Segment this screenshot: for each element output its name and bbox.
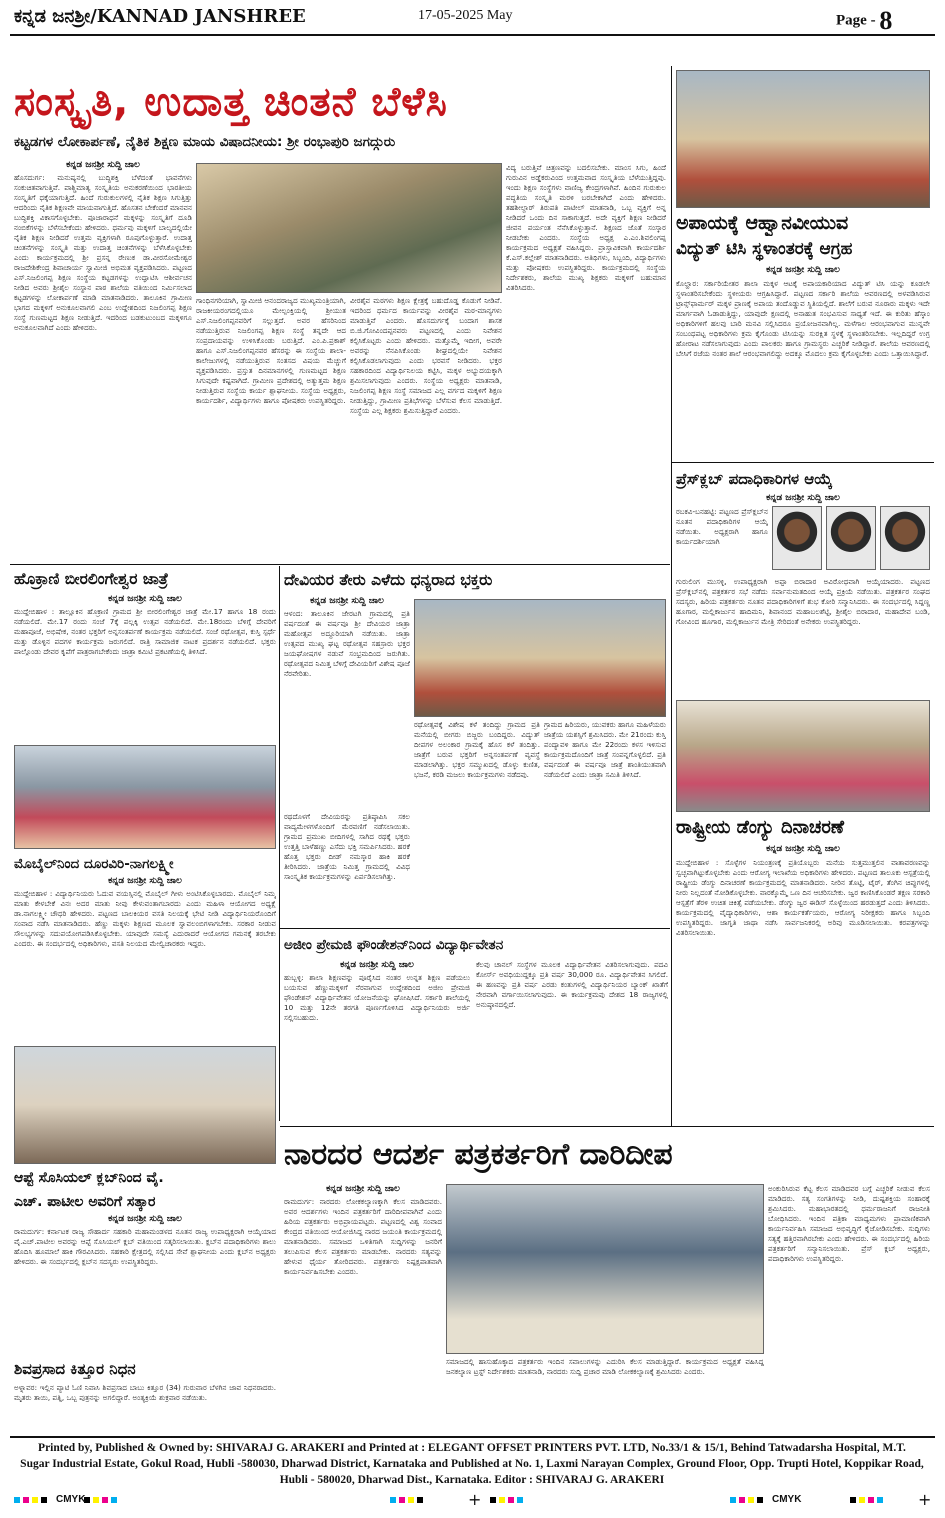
apte-photo (14, 1046, 276, 1164)
obituary-headline: ಶಿವಪ್ರಸಾದ ಕಿತ್ತೂರ ನಿಧನ (14, 1360, 136, 1378)
page-number-value: 8 (879, 6, 893, 32)
page-label: Page - (836, 12, 876, 29)
pressclub-body: ಗುರುಲಿಂಗ ಮುಸಳ್ಳಿ, ಉಪಾಧ್ಯಕ್ಷರಾಗಿ ಅಪ್ಪಾ ಬಿರಾದಾರ ಅವಿರೋಧವಾಗಿ ಆಯ್ಕೆಯಾದರು. ಪಟ್ಟಣದ ಪ್ರೆಸ್‌ಕ್ಲಬ್‌ನಲ್ಲಿ ಪತ್ರಕರ್ತರ ಸಭೆ ನಡೆದು ಸರ್ವಾನುಮತದಿಂದ ಆಯ್ಕೆ ಪ್ರಕ್ರಿಯೆ ನಡೆಯಿತು. ಪತ್ರಕರ್ತರ ಸಂಘದ ಸದಸ್ಯರು, ಹಿರಿಯ ಪತ್ರಕರ್ತರು ನೂತನ ಪದಾಧಿಕಾರಿಗಳಿಗೆ ಶುಭ ಕೋರಿ ಸನ್ಮಾನಿಸಿದರು. ಈ ಸಂದರ್ಭದಲ್ಲಿ ಸಿದ್ದಣ್ಣ ಹೂಗಾರ, ಮಲ್ಲಿಕಾರ್ಜುನ ಹಾದಿಮನಿ, ಶಿವಾನಂದ ಮಹಾಬಲಶೆಟ್ಟಿ, ಶ್ರೀಶೈಲ ಬಿರಾದಾರ, ಮಹಾದೇವ ಬಂಡಿ, ಗೋವಿಂದ ಹೂಗಾರ, ಮಲ್ಲಿಕಾರ್ಜುನ ಮೇತ್ರಿ ಸೇರಿದಂತೆ ಅನೇಕರು ಉಪಸ್ಥಿತರಿದ್ದರು. (676, 577, 930, 626)
devi-chariot-photo (414, 599, 666, 717)
column-rule-left (279, 566, 280, 1121)
devi-byline: ಕನ್ನಡ ಜನಶ್ರೀ ಸುದ್ದಿ ಜಾಲ (310, 596, 384, 606)
hokrane-photo (14, 745, 276, 849)
hokrane-headline: ಹೊಕ್ರಾಣಿ ಬೀರಲಿಂಗೇಶ್ವರ ಜಾತ್ರೆ (14, 570, 169, 588)
devi-column-b: ರಥದೊಳಗೆ ದೇವಿಯರನ್ನು ಪ್ರತಿಷ್ಠಾಪಿಸಿ ಸಕಲ ವಾದ್ಯಮೇಳಗಳೊಂದಿಗೆ ಮೆರವಣಿಗೆ ನಡೆಸಲಾಯಿತು. ಗ್ರಾಮದ ಪ್ರಮುಖ ಬೀದಿಗಳಲ್ಲಿ ಸಾಗಿದ ರಥಕ್ಕೆ ಭಕ್ತರು ಉತ್ತತ್ತಿ ಬಾಳೆಹಣ್ಣು ಎಸೆದು ಭಕ್ತಿ ಸಮರ್ಪಿಸಿದರು. ಹರಕೆ ಹೊತ್ತ ಭಕ್ತರು ದೀಡ್ ನಮಸ್ಕಾರ ಹಾಕಿ ಹರಕೆ ತೀರಿಸಿದರು. ಜಾತ್ರೆಯ ನಿಮಿತ್ತ ಗ್ರಾಮದಲ್ಲಿ ವಿವಿಧ ಸಾಂಸ್ಕೃತಿಕ ಕಾರ್ಯಕ್ರಮಗಳನ್ನು ಏರ್ಪಡಿಸಲಾಗಿತ್ತು. (284, 812, 410, 881)
narada-column-a: ರಾಮದುರ್ಗ: ನಾರದರು ಲೋಕಕಲ್ಯಾಣಕ್ಕಾಗಿ ಕೆಲಸ ಮಾಡಿದವರು. ಅವರ ಆದರ್ಶಗಳು ಇಂದಿನ ಪತ್ರಕರ್ತರಿಗೆ ದಾರಿದೀಪವಾಗಿವೆ ಎಂದು ಹಿರಿಯ ಪತ್ರಕರ್ತರು ಅಭಿಪ್ರಾಯಪಟ್ಟರು. ಪಟ್ಟಣದಲ್ಲಿ ವಿಶ್ವ ಸಂವಾದ ಕೇಂದ್ರದ ವತಿಯಿಂದ ಆಯೋಜಿಸಿದ್ದ ನಾರದ ಜಯಂತಿ ಕಾರ್ಯಕ್ರಮದಲ್ಲಿ ಮಾತನಾಡಿದರು. ಸಮಾಜದ ಒಳಿತಿಗಾಗಿ ಸುದ್ದಿಗಳನ್ನು ಜನರಿಗೆ ತಲುಪಿಸುವ ಕೆಲಸ ಪತ್ರಕರ್ತರು ಮಾಡಬೇಕು. ನಾರದರು ಸತ್ಯವನ್ನು ಹೇಳುವ ಧೈರ್ಯ ತೋರಿದವರು. ಪತ್ರಕರ್ತರು ನಿಷ್ಪಕ್ಷಪಾತವಾಗಿ ಕಾರ್ಯನಿರ್ವಹಿಸಬೇಕು ಎಂದರು. (284, 1197, 442, 1276)
electric-body: ಕೊಲ್ಹಾರ: ಸರ್ಕಾರಿಯೇತರ ಶಾಲಾ ಮಕ್ಕಳ ಆಟಕ್ಕೆ ಅಪಾಯಕಾರಿಯಾದ ವಿದ್ಯುತ್ ಟಿಸಿ ಯನ್ನು ಕೂಡಲೇ ಸ್ಥಳಾಂತರಿಸಬೇಕೆಂದು ಸ್ಥಳೀಯರು ಆಗ್ರಹಿಸಿದ್ದಾರೆ. ಪಟ್ಟಣದ ಸರ್ಕಾರಿ ಶಾಲೆಯ ಆವರಣದಲ್ಲಿ ಅಳವಡಿಸಿರುವ ಟ್ರಾನ್ಸ್‌ಫಾರ್ಮರ್ ಮಕ್ಕಳ ಪ್ರಾಣಕ್ಕೆ ಅಪಾಯ ತಂದೊಡ್ಡುವ ಸ್ಥಿತಿಯಲ್ಲಿದೆ. ಶಾಲೆಗೆ ಬರುವ ನೂರಾರು ಮಕ್ಕಳು ಇದೇ ಮಾರ್ಗವಾಗಿ ಓಡಾಡುತ್ತಿದ್ದು, ಯಾವುದೇ ಕ್ಷಣದಲ್ಲಿ ಅನಾಹುತ ಸಂಭವಿಸುವ ಸಾಧ್ಯತೆ ಇದೆ. ಈ ಕುರಿತು ಹೆಸ್ಕಾಂ ಅಧಿಕಾರಿಗಳಿಗೆ ಹಲವು ಬಾರಿ ಮನವಿ ಸಲ್ಲಿಸಿದರೂ ಪ್ರಯೋಜನವಾಗಿಲ್ಲ. ಮಳೆಗಾಲ ಆರಂಭವಾಗುವ ಮುನ್ನವೇ ಸಂಬಂಧಪಟ್ಟ ಅಧಿಕಾರಿಗಳು ಕ್ರಮ ಕೈಗೊಂಡು ಟಿಸಿಯನ್ನು ಸುರಕ್ಷಿತ ಸ್ಥಳಕ್ಕೆ ಸ್ಥಳಾಂತರಿಸಬೇಕು. ಇಲ್ಲದಿದ್ದರೆ ಉಗ್ರ ಹೋರಾಟ ನಡೆಸಲಾಗುವುದು ಎಂದು ಪಾಲಕರು ಹಾಗೂ ಗ್ರಾಮಸ್ಥರು ಎಚ್ಚರಿಕೆ ನೀಡಿದ್ದಾರೆ. ಶಾಲೆಯ ಆವರಣದಲ್ಲಿ ಬೇಸಿಗೆ ರಜೆಯ ನಂತರ ಶಾಲೆ ಆರಂಭವಾಗಲಿದ್ದು ಅದಕ್ಕೂ ಮೊದಲು ಕ್ರಮ ಕೈಗೊಳ್ಳಬೇಕು ಎಂದು ಒತ್ತಾಯಿಸಿದ್ದಾರೆ. (676, 279, 930, 358)
devi-column-a: ಆಳಂದ: ತಾಲೂಕಿನ ಜೇರಟಗಿ ಗ್ರಾಮದಲ್ಲಿ ಪ್ರತಿ ವರ್ಷದಂತೆ ಈ ವರ್ಷವೂ ಶ್ರೀ ದೇವಿಯರ ಜಾತ್ರಾ ಮಹೋತ್ಸವ ಅದ್ದೂರಿಯಾಗಿ ನಡೆಯಿತು. ಜಾತ್ರಾ ಉತ್ಸವದ ಮುಖ್ಯ ಘಟ್ಟ ರಥೋತ್ಸವ ಸಹಸ್ರಾರು ಭಕ್ತರ ಜಯಘೋಷಗಳ ನಡುವೆ ಸಂಭ್ರಮದಿಂದ ಜರುಗಿತು. ರಥೋತ್ಸವದ ನಿಮಿತ್ತ ಬೆಳಿಗ್ಗೆ ದೇವಿಯರಿಗೆ ವಿಶೇಷ ಪೂಜೆ ನೆರವೇರಿತು. (284, 609, 410, 678)
paper-name: ಕನ್ನಡ ಜನಶ್ರೀ/KANNAD JANSHREE (14, 6, 306, 27)
narada-column-c: ಸಮಾಜದಲ್ಲಿ ಹಾಸುಹೊಕ್ಕಾದ ಪತ್ರಕರ್ತರು ಇಂದಿನ ಸವಾಲುಗಳನ್ನು ಎದುರಿಸಿ ಕೆಲಸ ಮಾಡುತ್ತಿದ್ದಾರೆ. ಕಾರ್ಯಕ್ರಮದ ಅಧ್ಯಕ್ಷತೆ ವಹಿಸಿದ್ದ ಜನಕಲ್ಯಾಣ ಟ್ರಸ್ಟ್ ನಿರ್ದೇಶಕರು ಮಾತನಾಡಿ, ನಾರದರು ಸುದ್ದಿ ಪ್ರಚಾರ ಮಾಡಿ ಲೋಕಕಲ್ಯಾಣಕ್ಕೆ ಶ್ರಮಿಸಿದರು ಎಂದರು. (446, 1357, 764, 1376)
dengue-byline: ಕನ್ನಡ ಜನಶ್ರೀ ಸುದ್ದಿ ಜಾಲ (766, 844, 840, 854)
apte-body: ರಾಮದುರ್ಗ: ಕರ್ನಾಟಕ ರಾಜ್ಯ ಸೌಹಾರ್ದ ಸಹಕಾರಿ ಮಹಾಮಂಡಳದ ನೂತನ ರಾಜ್ಯ ಉಪಾಧ್ಯಕ್ಷರಾಗಿ ಆಯ್ಕೆಯಾದ ವೈ.ಎಚ್.ಪಾಟೀಲ ಅವರನ್ನು ಆಪ್ಟೆ ಸೊಸಿಯಲ್ ಕ್ಲಬ್ ವತಿಯಿಂದ ಸತ್ಕರಿಸಲಾಯಿತು. ಕ್ಲಬ್‌ನ ಪದಾಧಿಕಾರಿಗಳು ಶಾಲು ಹೊದಿಸಿ ಹೂಮಾಲೆ ಹಾಕಿ ಗೌರವಿಸಿದರು. ಸಹಕಾರಿ ಕ್ಷೇತ್ರದಲ್ಲಿ ಸಲ್ಲಿಸಿದ ಸೇವೆ ಶ್ಲಾಘನೀಯ ಎಂದು ಕ್ಲಬ್‌ನ ಅಧ್ಯಕ್ಷರು ಹೇಳಿದರು. ಈ ಸಂದರ್ಭದಲ್ಲಿ ಕ್ಲಬ್‌ನ ಸದಸ್ಯರು ಉಪಸ್ಥಿತರಿದ್ದರು. (14, 1227, 276, 1266)
apte-headline-2: ಎಚ್. ಪಾಟೀಲ ಅವರಿಗೆ ಸತ್ಕಾರ (14, 1194, 156, 1210)
azim-column-a: ಹುಬ್ಬಳ್ಳಿ: ಶಾಲಾ ಶಿಕ್ಷಣವನ್ನು ಪೂರೈಸಿದ ನಂತರ ಉನ್ನತ ಶಿಕ್ಷಣ ಪಡೆಯಲು ಬಯಸುವ ಹೆಣ್ಣುಮಕ್ಕಳಿಗೆ ನೆರವಾಗುವ ಉದ್ದೇಶದಿಂದ ಅಜೀಂ ಪ್ರೇಮಜಿ ಫೌಂಡೇಶನ್ ವಿದ್ಯಾರ್ಥಿವೇತನ ಯೋಜನೆಯನ್ನು ಘೋಷಿಸಿದೆ. ಸರ್ಕಾರಿ ಶಾಲೆಯಲ್ಲಿ 10 ಮತ್ತು 12ನೇ ತರಗತಿ ಪೂರ್ಣಗೊಳಿಸಿದ ವಿದ್ಯಾರ್ಥಿನಿಯರು ಅರ್ಜಿ ಸಲ್ಲಿಸಬಹುದು. (284, 973, 470, 1022)
azim-headline: ಅಜೀಂ ಪ್ರೇಮಜಿ ಫೌಂಡೇಶನ್‌ನಿಂದ ವಿದ್ಯಾರ್ಥಿವೇತನ (284, 937, 504, 953)
narada-headline: ನಾರದರ ಆದರ್ಶ ಪತ್ರಕರ್ತರಿಗೆ ದಾರಿದೀಪ (284, 1137, 673, 1172)
dengue-photo (676, 700, 930, 812)
lead-column-2: ಗಾಂಧಿನಗರಿಯಾಗಿ, ಸ್ವಾಮೀಜಿ ಆನಂದರಾಜ್ಯದ ಮುಖ್ಯಮಂತ್ರಿಯಾಗಿ, ರಾಜಕೀಯರಂಗದಲ್ಲಿಯೂ ಮೇಲ್ಪಂಕ್ತಿಯಲ್ಲಿ ಶ್ರೀಯುತ ಎಸ್.ನಿಜಲಿಂಗಪ್ಪನವರಿಗೆ ಸಲ್ಲುತ್ತದೆ. ಅವರ ಹೆಸರಿನಿಂದ ನಡೆಯುತ್ತಿರುವ ನಿಜಲಿಂಗಪ್ಪ ಶಿಕ್ಷಣ ಸಂಸ್ಥೆ ತನ್ನದೇ ಆದ ಸಂಪ್ರದಾಯವನ್ನು ಉಳಿಸಿಕೊಂಡು ಬರುತ್ತಿದೆ. ಎಂ.ಪಿ.ಪ್ರಕಾಶ್ ಹಾಗೂ ಎಸ್.ನಿಜಲಿಂಗಪ್ಪನವರ ಹೆಸರನ್ನು ಈ ಸಂಸ್ಥೆಯ ಶಾಲಾ-ಕಾಲೇಜುಗಳಲ್ಲಿ ನಡೆಯುತ್ತಿರುವ ಸಂತಸದ ವಿಷಯ ಮೆಚ್ಚುಗೆ ವ್ಯಕ್ತಪಡಿಸಿದರು. ಪ್ರಸ್ತುತ ದಿನಮಾನಗಳಲ್ಲಿ ಗುಣಮಟ್ಟದ ಶಿಕ್ಷಣ ಸಿಗುವುದೇ ಕಷ್ಟವಾಗಿದೆ. ಗ್ರಾಮೀಣ ಪ್ರದೇಶದಲ್ಲಿ ಅತ್ಯುತ್ತಮ ಶಿಕ್ಷಣ ನೀಡುತ್ತಿರುವ ಸಂಸ್ಥೆಯ ಕಾರ್ಯ ಶ್ಲಾಘನೀಯ. ಸಂಸ್ಥೆಯ ಅಧ್ಯಕ್ಷರು, ಕಾರ್ಯದರ್ಶಿ, ವಿದ್ಯಾರ್ಥಿಗಳು ಹಾಗೂ ಪೋಷಕರು ಉಪಸ್ಥಿತರಿದ್ದರು. (196, 296, 346, 405)
imprint-line-1: Printed by, Published & Owned by: SHIVARAJ G. ARAKERI and Printed at : ELEGANT OFFSET PRINTERS PVT. LTD, No.33/1 & 15/1, Behind Tatwadarsha Hospital, M.T. (38, 1442, 906, 1454)
pressclub-byline: ಕನ್ನಡ ಜನಶ್ರೀ ಸುದ್ದಿ ಜಾಲ (766, 493, 840, 503)
narada-byline: ಕನ್ನಡ ಜನಶ್ರೀ ಸುದ್ದಿ ಜಾಲ (326, 1184, 400, 1194)
azim-column-b: ಕೆಲವು ಚಾನಲ್ ಸಂಸ್ಥೆಗಳ ಮೂಲಕ ವಿದ್ಯಾರ್ಥಿವೇತನ ವಿತರಿಸಲಾಗುವುದು. ಪದವಿ ಕೋರ್ಸ್ ಅವಧಿಯುದ್ದಕ್ಕೂ ಪ್ರತಿ ವರ್ಷ 30,000 ರೂ. ವಿದ್ಯಾರ್ಥಿವೇತನ ಸಿಗಲಿದೆ. ಈ ಹಣವನ್ನು ಪ್ರತಿ ವರ್ಷ ಎರಡು ಕಂತುಗಳಲ್ಲಿ ವಿದ್ಯಾರ್ಥಿನಿಯರ ಬ್ಯಾಂಕ್ ಖಾತೆಗೆ ನೇರವಾಗಿ ವರ್ಗಾಯಿಸಲಾಗುವುದು. ಈ ಕಾರ್ಯಕ್ರಮವು ದೇಶದ 18 ರಾಜ್ಯಗಳಲ್ಲಿ ಅನುಷ್ಠಾನದಲ್ಲಿದೆ. (476, 960, 668, 1009)
lead-column-4: ವಿದ್ಯ ಬರುತ್ತಿವೆ ಚಿತ್ರಣವನ್ನು ಬದಲಿಸಬೇಕು. ಮಾಂಸ ಸಿಗು, ಹಿಂದೆ ಗುರುವಿನ ಅಡ್ಡೆಕರುವಿಂದ ಉತ್ತಮವಾದ ಸಂಸ್ಕೃತಿಯ ಬೆಳೆಯುತ್ತಿದ್ದವು. ಇಂದು ಶಿಕ್ಷಣ ಸಂಸ್ಥೆಗಳು ವಾಣಿಜ್ಯ ಕೇಂದ್ರಗಳಾಗಿವೆ. ಹಿಂದಿನ ಗುರುಕುಲ ಪದ್ಧತಿಯ ಸಂಸ್ಕೃತಿ ಮರಳಿ ಬರಬೇಕಾಗಿದೆ ಎಂದು ಹೇಳಿದರು. ತಹಶೀಲ್ದಾರ್ ತಿರುಪತಿ ಪಾಟೀಲ್ ಮಾತನಾಡಿ, ಒಬ್ಬ ವ್ಯಕ್ತಿಗೆ ಅನ್ನ ನೀಡಿದರೆ ಒಂದು ದಿನ ಸಾಕಾಗುತ್ತದೆ. ಅದೇ ವ್ಯಕ್ತಿಗೆ ಶಿಕ್ಷಣ ನೀಡಿದರೆ ಜೀವನ ಪರ್ಯಂತ ನೆನೆಸಿಕೊಳ್ಳುತ್ತಾನೆ. ಶಿಕ್ಷಣದ ಜೊತೆ ಸಂಸ್ಕಾರ ನೀಡಬೇಕು ಎಂದರು. ಸಂಸ್ಥೆಯ ಅಧ್ಯಕ್ಷ ಎ.ಎಂ.ಶಿವಲಿಂಗಪ್ಪ ಕಾರ್ಯಕ್ರಮದ ಅಧ್ಯಕ್ಷತೆ ವಹಿಸಿದ್ದರು. ಪ್ರಾಸ್ತಾವಿಕವಾಗಿ ಕಾರ್ಯದರ್ಶಿ ಕೆ.ಎಸ್.ಕಲ್ಲೇಶ್ ಮಾತನಾಡಿದರು. ಅತಿಥಿಗಳು, ಸಿಬ್ಬಂದಿ, ವಿದ್ಯಾರ್ಥಿಗಳು ಮತ್ತು ಪೋಷಕರು ಉಪಸ್ಥಿತರಿದ್ದರು. ಕಾರ್ಯಕ್ರಮದಲ್ಲಿ ಸಂಸ್ಥೆಯ ನಿರ್ದೇಶಕರು, ಶಾಲೆಯ ಮುಖ್ಯ ಶಿಕ್ಷಕರು ಮಕ್ಕಳಿಗೆ ಬಹುಮಾನ ವಿತರಿಸಿದರು. (506, 163, 666, 292)
hokrane-byline: ಕನ್ನಡ ಜನಶ್ರೀ ಸುದ್ದಿ ಜಾಲ (108, 594, 182, 604)
pressclub-portrait-2 (826, 506, 876, 570)
hokrane-body: ಮುದ್ದೇಬಿಹಾಳ : ತಾಲ್ಲೂಕಿನ ಹೊಕ್ರಾಣಿ ಗ್ರಾಮದ ಶ್ರೀ ಬೀರಲಿಂಗೇಶ್ವರ ಜಾತ್ರೆ ಮೇ.17 ಹಾಗೂ 18 ರಂದು ನಡೆಯಲಿದೆ. ಮೇ.17 ರಂದು ಸಂಜೆ 7ಕ್ಕೆ ಪಲ್ಲಕ್ಕಿ ಉತ್ಸವ ನಡೆಯಲಿದೆ. ಮೇ.18ರಂದು ಬೆಳಿಗ್ಗೆ ದೇವರಿಗೆ ಮಹಾಪೂಜೆ, ಅಭಿಷೇಕ, ನಂತರ ಭಕ್ತರಿಗೆ ಅನ್ನಸಂತರ್ಪಣೆ ಕಾರ್ಯಕ್ರಮ ನಡೆಯಲಿದೆ. ಸಂಜೆ ರಥೋತ್ಸವ, ಕುಸ್ತಿ ಸ್ಪರ್ಧೆ ಮತ್ತು ಡೊಳ್ಳಿನ ಪದಗಳ ಕಾರ್ಯಕ್ರಮ ಜರುಗಲಿದೆ. ರಾತ್ರಿ ಸಾಮಾಜಿಕ ನಾಟಕ ಪ್ರದರ್ಶನ ನಡೆಯಲಿದೆ. ಭಕ್ತರು ಪಾಲ್ಗೊಂಡು ದೇವರ ಕೃಪೆಗೆ ಪಾತ್ರರಾಗಬೇಕೆಂದು ಜಾತ್ರಾ ಕಮಿಟಿ ಪ್ರಕಟಣೆಯಲ್ಲಿ ತಿಳಿಸಿದೆ. (14, 607, 276, 656)
electric-headline-2: ವಿದ್ಯುತ್ ಟಿಸಿ ಸ್ಥಳಾಂತರಕ್ಕೆ ಆಗ್ರಹ (676, 239, 853, 259)
apte-headline-1: ಆಪ್ಟೆ ಸೊಸಿಯಲ್ ಕ್ಲಬ್‌ನಿಂದ ವೈ. (14, 1170, 164, 1186)
pressclub-headline: ಪ್ರೆಸ್‌ಕ್ಲಬ್ ಪದಾಧಿಕಾರಿಗಳ ಆಯ್ಕೆ (676, 470, 833, 488)
lead-bottom-rule (10, 564, 670, 565)
masthead-rule (10, 34, 935, 36)
cmyk-label-left: CMYK (56, 1494, 86, 1505)
lead-photo (196, 163, 502, 293)
lead-subheadline: ಕಟ್ಟಡಗಳ ಲೋಕಾರ್ಪಣೆ, ನೈತಿಕ ಶಿಕ್ಷಣ ಮಾಯ ವಿಷಾದನೀಯ: ಶ್ರೀ ರಂಭಾಪುರಿ ಜಗದ್ಗುರು (14, 134, 396, 150)
electric-bottom-rule (672, 462, 934, 463)
lead-byline: ಕನ್ನಡ ಜನಶ್ರೀ ಸುದ್ದಿ ಜಾಲ (66, 160, 140, 170)
mobile-headline: ಮೊಬೈಲ್‌ನಿಂದ ದೂರವಿರಿ-ನಾಗಲಕ್ಷ್ಮೀ (14, 856, 174, 872)
mobile-byline: ಕನ್ನಡ ಜನಶ್ರೀ ಸುದ್ದಿ ಜಾಲ (108, 876, 182, 886)
apte-byline: ಕನ್ನಡ ಜನಶ್ರೀ ಸುದ್ದಿ ಜಾಲ (108, 1214, 182, 1224)
color-bar-right (730, 1497, 930, 1507)
crop-mark-icon: + (918, 1490, 932, 1509)
pressclub-portrait-1 (772, 506, 822, 570)
imprint (14, 1440, 930, 1492)
imprint-line-2: Sugar Industrial Estate, Gokul Road, Hubli -580030, Dharwad District, Karnataka and Published at No. 1, Laxmi Narayan Complex, Ground Floor, Opp. Trupti Hotel, Koppikar Road, (20, 1458, 924, 1470)
lead-column-1: ಹೊಸದುರ್ಗ: ಮನುಷ್ಯನಲ್ಲಿ ಬುದ್ಧಿಶಕ್ತಿ ಬೆಳೆದಂತೆ ಭಾವನೆಗಳು ಸಂಕುಚಿತವಾಗುತ್ತಿವೆ. ಪಾಶ್ಚಿಮಾತ್ಯ ಸಂಸ್ಕೃತಿಯ ಅನುಕರಣೆಯಿಂದ ಭಾರತೀಯ ಸಂಸ್ಕೃತಿಗೆ ಧಕ್ಕೆಯಾಗುತ್ತಿದೆ. ಹಿಂದೆ ಗುರುಕುಲಗಳಲ್ಲಿ ನೈತಿಕ ಶಿಕ್ಷಣ ಸಿಗುತ್ತಿತ್ತು ಆದರಿಂದು ನೈತಿಕ ಶಿಕ್ಷಣವೇ ಮಾಯವಾಗುತ್ತಿದೆ. ಹೊಸತನ ಬೇಕೆಂದರೆ ಮಾನವನ ಬುದ್ಧಿಶಕ್ತಿ ವಿಕಾಸಗೊಳ್ಳಬೇಕು. ಪೂಜಾರಾಧನೆ ಮಕ್ಕಳನ್ನು ಸಂಸ್ಕೃತಿಗೆ ದೂಡಿ ನಂಬಿಕೆಗಳನ್ನು ಬೆಳೆಸಬೇಕೆಂದು ಹೇಳಿದರು. ಧರ್ಮವು ಮಕ್ಕಳಿಗೆ ಬಾಲ್ಯದಲ್ಲಿಯೇ ನೈತಿಕ ಶಿಕ್ಷಣ ನೀಡಿದರೆ ಉತ್ತಮ ವ್ಯಕ್ತಿಗಳಾಗಿ ರೂಪುಗೊಳ್ಳುತ್ತಾರೆ. ಉದಾತ್ತ ಚಿಂತನೆಗಳನ್ನು ಸಂಸ್ಕೃತಿ ಮತ್ತು ಉದಾತ್ತ ಚಿಂತನೆಗಳನ್ನು ಬೆಳೆಸಿಕೊಳ್ಳಬೇಕು ಎಂದು ಕಾರ್ಯಕ್ರಮದಲ್ಲಿ ಶ್ರೀ ಪ್ರಸನ್ನ ರೇಣುಕ ಡಾ.ವೀರಸೋಮೇಶ್ವರ ರಾಜದೇಶಿಕೇಂದ್ರ ಶಿವಾಚಾರ್ಯ ಸ್ವಾಮೀಜಿ ಅಭಿಮತ ವ್ಯಕ್ತಪಡಿಸಿದರು. ಪಟ್ಟಣದ ಎಸ್.ನಿಜಲಿಂಗಪ್ಪ ಶಿಕ್ಷಣ ಸಂಸ್ಥೆಯ ಕಟ್ಟಡಗಳನ್ನು ಉದ್ಘಾಟಿಸಿ ಆಶೀರ್ವಚನ ನೀಡಿದ ಅವರು ಶ್ರೀಶೈಲ ಸಂಸ್ಥಾನ ಪಾಠ ಶಾಲೆಯ ವತಿಯಿಂದ ನಿರ್ಮಿಸಲಾದ ಕಟ್ಟಡಗಳನ್ನು ಲೋಕಾರ್ಪಣೆ ಮಾಡಿ ಮಾತನಾಡಿದರು. ತಾಲೂಕಿನ ಗ್ರಾಮೀಣ ಭಾಗದ ಮಕ್ಕಳಿಗೆ ಅನುಕೂಲವಾಗಲಿ ಎಂಬ ಉದ್ದೇಶದಿಂದ ನಿಜಲಿಂಗಪ್ಪ ಶಿಕ್ಷಣ ಸಂಸ್ಥೆ ಗುಣಮಟ್ಟದ ಶಿಕ್ಷಣ ನೀಡುತ್ತಿದೆ. ಇದರಿಂದ ಬಡಕುಟುಂಬದ ಮಕ್ಕಳಿಗೂ ಅನುಕೂಲವಾಗಿದೆ ಎಂದು ಹೇಳಿದರು. (14, 173, 192, 332)
imprint-line-3: Hubli - 580020, Dharwad Dist., Karnataka. Editor : SHIVARAJ G. ARAKERI (279, 1474, 665, 1486)
narada-photo (446, 1184, 764, 1354)
column-rule-right (671, 66, 672, 1126)
lead-column-3: ವೀರಶೈವ ಮಠಗಳು ಶಿಕ್ಷಣ ಕ್ಷೇತ್ರಕ್ಕೆ ಬಹುದೊಡ್ಡ ಕೊಡುಗೆ ನೀಡಿವೆ. ಇದರಿಂದ ಧರ್ಮದ ಕಾರ್ಯವನ್ನು ವೀರಶೈವ ಮಠ-ಮಾನ್ಯಗಳು ಮಾಡುತ್ತಿವೆ ಎಂದರು. ಹೊಸದುರ್ಗಕ್ಕೆ ಬಂದಾಗ ಶಾಸಕ ಬಿ.ಜಿ.ಗೋವಿಂದಪ್ಪನವರು ಪಟ್ಟಣದಲ್ಲಿ ಎಂದು ನಿವೇಶನ ಕಲ್ಪಿಸಿಕೊಟ್ಟರು ಎಂದು ಹೇಳಿದರು. ಮತ್ತೊಮ್ಮೆ ಇದೀಗ, ಅವರೇ ಅವರನ್ನು ನೆನಪಿಸಿಕೊಂಡು ಶೀಘ್ರದಲ್ಲಿಯೇ ನಿವೇಶನ ಕಲ್ಪಿಸಿಕೊಡಲಾಗುವುದು ಎಂದು ಭರವಸೆ ನೀಡಿದರು. ಭಕ್ತರ ಸಹಕಾರದಿಂದ ವಿದ್ಯಾರ್ಥಿನಿಲಯ ಕಟ್ಟಿಸಿ, ಮಕ್ಕಳ ಅಭ್ಯುದಯಕ್ಕಾಗಿ ಶ್ರಮಿಸಲಾಗುವುದು ಎಂದರು. ಸಂಸ್ಥೆಯ ಅಧ್ಯಕ್ಷರು ಮಾತನಾಡಿ, ನಿಜಲಿಂಗಪ್ಪ ಶಿಕ್ಷಣ ಸಂಸ್ಥೆ ಸಮಾಜದ ಎಲ್ಲ ವರ್ಗದ ಮಕ್ಕಳಿಗೆ ಶಿಕ್ಷಣ ನೀಡುತ್ತಿದ್ದು, ಗ್ರಾಮೀಣ ಪ್ರತಿಭೆಗಳನ್ನು ಬೆಳೆಸುವ ಕೆಲಸ ಮಾಡುತ್ತಿದೆ. ಸಂಸ್ಥೆಯ ಎಲ್ಲ ಶಿಕ್ಷಕರು ಶ್ರಮಿಸುತ್ತಿದ್ದಾರೆ ಎಂದರು. (350, 296, 502, 415)
pressclub-portrait-3 (880, 506, 930, 570)
pressclub-intro: ರಬಕವಿ-ಬನಹಟ್ಟಿ: ಪಟ್ಟಣದ ಪ್ರೆಸ್‌ಕ್ಲಬ್‌ನ ನೂತನ ಪದಾಧಿಕಾರಿಗಳ ಆಯ್ಕೆ ನಡೆಯಿತು. ಅಧ್ಯಕ್ಷರಾಗಿ ಹಾಗೂ ಕಾರ್ಯದರ್ಶಿಯಾಗಿ (676, 507, 768, 546)
azim-bottom-rule (280, 1126, 934, 1127)
dengue-headline: ರಾಷ್ಟ್ರೀಯ ಡೆಂಗ್ಯು ದಿನಾಚರಣೆ (676, 817, 844, 838)
devi-column-c: ರಥೋತ್ಸವಕ್ಕೆ ವಿಶೇಷ ಕಳೆ ತಂದಿದ್ದು ಗ್ರಾಮದ ಪ್ರತಿ ಮನೆಯಲ್ಲಿ ಬೀಗರು ಬಿಜ್ಜರು ಬಂದಿದ್ದರು. ವಿದ್ಯುತ್ ದೀಪಗಳ ಅಲಂಕಾರ ಗ್ರಾಮಕ್ಕೆ ಹೊಸ ಕಳೆ ತಂದಿತ್ತು. ಜಾತ್ರೆಗೆ ಬರುವ ಭಕ್ತರಿಗೆ ಅನ್ನಸಂತರ್ಪಣೆ ವ್ಯವಸ್ಥೆ ಮಾಡಲಾಗಿತ್ತು. ಭಕ್ತರ ಸಮ್ಮುಖದಲ್ಲಿ ಡೊಳ್ಳು ಕುಣಿತ, ಭಜನೆ, ಕರಡಿ ಮಜಲು ಕಾರ್ಯಕ್ರಮಗಳು ನಡೆದವು. (414, 720, 540, 779)
page-number (836, 6, 936, 32)
color-bar-mid (390, 1497, 530, 1507)
devi-bottom-rule (280, 928, 670, 929)
obituary-body: ಅಳ್ನಾವರ: ಇಲ್ಲಿನ ಪ್ಯಾಟಿ ಓಣಿ ನಿವಾಸಿ ಶಿವಪ್ರಸಾದ ಬಾಬು ಕಿತ್ತೂರ (34) ಗುರುವಾರ ಬೆಳಗಿನ ಜಾವ ನಿಧನರಾದರು. ಮೃತರು ತಾಯಿ, ಪತ್ನಿ, ಒಬ್ಬ ಪುತ್ರನನ್ನು ಅಗಲಿದ್ದಾರೆ. ಅಂತ್ಯಕ್ರಿಯೆ ಶುಕ್ರವಾರ ನಡೆಯಿತು. (14, 1383, 276, 1402)
lead-headline: ಸಂಸ್ಕೃತಿ, ಉದಾತ್ತ ಚಿಂತನೆ ಬೆಳೆಸಿ (14, 79, 448, 125)
mobile-body: ಮುದ್ದೇಬಿಹಾಳ : ವಿದ್ಯಾರ್ಥಿನಿಯರು ಓದುವ ವಯಸ್ಸಿನಲ್ಲಿ ಮೊಬೈಲ್ ಗೀಳು ಅಂಟಿಸಿಕೊಳ್ಳಬಾರದು. ಮೊಬೈಲ್ ನಿಮ್ಮ ಮಾತು ಕೇಳಬೇಕೆ ವಿನಃ ಅದರ ಮಾತು ನೀವು ಕೇಳುವಂತಾಗಬಾರದು ಎಂದು ಮಹಿಳಾ ಆಯೋಗದ ಅಧ್ಯಕ್ಷೆ ಡಾ.ನಾಗಲಕ್ಷ್ಮೀ ಚೌಧರಿ ಹೇಳಿದರು. ಪಟ್ಟಣದ ಬಾಲಕಿಯರ ವಸತಿ ನಿಲಯಕ್ಕೆ ಭೇಟಿ ನೀಡಿ ವಿದ್ಯಾರ್ಥಿನಿಯರೊಂದಿಗೆ ಸಂವಾದ ನಡೆಸಿ ಮಾತನಾಡಿದರು. ಹೆಣ್ಣು ಮಕ್ಕಳು ಶಿಕ್ಷಣದ ಮೂಲಕ ಸ್ವಾವಲಂಬಿಗಳಾಗಬೇಕು. ಸರಕಾರ ನೀಡುವ ಸೌಲಭ್ಯಗಳನ್ನು ಸದುಪಯೋಗಪಡಿಸಿಕೊಳ್ಳಬೇಕು. ಯಾವುದೇ ಸಮಸ್ಯೆ ಎದುರಾದರೆ ಆಯೋಗದ ಗಮನಕ್ಕೆ ತರಬೇಕು ಎಂದರು. ಈ ಸಂದರ್ಭದಲ್ಲಿ ಅಧಿಕಾರಿಗಳು, ವಸತಿ ನಿಲಯದ ಮೇಲ್ವಿಚಾರಕರು ಇದ್ದರು. (14, 889, 276, 948)
transformer-photo (676, 70, 930, 208)
dengue-body: ಮುದ್ದೇಬಿಹಾಳ : ಸೊಳ್ಳೆಗಳ ನಿಯಂತ್ರಣಕ್ಕೆ ಪ್ರತಿಯೊಬ್ಬರು ಮನೆಯ ಸುತ್ತಮುತ್ತಲಿನ ವಾತಾವರಣವನ್ನು ಸ್ವಚ್ಛವಾಗಿಟ್ಟುಕೊಳ್ಳಬೇಕು ಎಂದು ಆರೋಗ್ಯ ಇಲಾಖೆಯ ಅಧಿಕಾರಿಗಳು ಹೇಳಿದರು. ಪಟ್ಟಣದ ತಾಲೂಕು ಆಸ್ಪತ್ರೆಯಲ್ಲಿ ರಾಷ್ಟ್ರೀಯ ಡೆಂಗ್ಯು ದಿನಾಚರಣೆ ಕಾರ್ಯಕ್ರಮದಲ್ಲಿ ಮಾತನಾಡಿದರು. ನೀರಿನ ತೊಟ್ಟಿ, ಟೈರ್, ತೆಂಗಿನ ಚಿಪ್ಪುಗಳಲ್ಲಿ ನೀರು ನಿಲ್ಲದಂತೆ ನೋಡಿಕೊಳ್ಳಬೇಕು. ವಾರಕ್ಕೊಮ್ಮೆ ಒಣ ದಿನ ಆಚರಿಸಬೇಕು. ಜ್ವರ ಕಾಣಿಸಿಕೊಂಡರೆ ತಕ್ಷಣ ಸರಕಾರಿ ಆಸ್ಪತ್ರೆಗೆ ತೆರಳಿ ಉಚಿತ ಚಿಕಿತ್ಸೆ ಪಡೆಯಬೇಕು. ಡೆಂಗ್ಯು ಜ್ವರ ಈಡಿಸ್ ಸೊಳ್ಳೆಯಿಂದ ಹರಡುತ್ತದೆ ಎಂದು ತಿಳಿಸಿದರು. ಕಾರ್ಯಕ್ರಮದಲ್ಲಿ ವೈದ್ಯಾಧಿಕಾರಿಗಳು, ಆಶಾ ಕಾರ್ಯಕರ್ತೆಯರು, ಆರೋಗ್ಯ ನಿರೀಕ್ಷಕರು ಹಾಗೂ ಸಿಬ್ಬಂದಿ ಉಪಸ್ಥಿತರಿದ್ದರು. ಜಾಗೃತಿ ಜಾಥಾ ನಡೆಸಿ ಸಾರ್ವಜನಿಕರಲ್ಲಿ ಅರಿವು ಮೂಡಿಸಲಾಯಿತು. ಕರಪತ್ರಗಳನ್ನು ವಿತರಿಸಲಾಯಿತು. (676, 858, 930, 937)
electric-byline: ಕನ್ನಡ ಜನಶ್ರೀ ಸುದ್ದಿ ಜಾಲ (766, 265, 840, 275)
crop-mark-icon: + (468, 1490, 482, 1509)
narada-column-b: ಅಂಕುರಿಸಿರುವ ಕೆಟ್ಟ ಕೆಲಸ ಮಾಡಿದವರ ಬಗ್ಗೆ ಎಚ್ಚರಿಕೆ ನೀಡುವ ಕೆಲಸ ಮಾಡಿದರು. ಸತ್ಯ ಸಂಗತಿಗಳನ್ನು ನೀಡಿ, ದುಷ್ಟಶಕ್ತಿಯ ಸಂಹಾರಕ್ಕೆ ಶ್ರಮಿಸಿದರು. ಮಹಾಭಾರತದಲ್ಲಿ ಧರ್ಮರಾಜನಿಗೆ ರಾಜನೀತಿ ಬೋಧಿಸಿದರು. ಇಂದಿನ ಪತ್ರಿಕಾ ಮಾಧ್ಯಮಗಳು ಪ್ರಾಮಾಣಿಕವಾಗಿ ಕಾರ್ಯನಿರ್ವಹಿಸಿ ಸಮಾಜದ ಅಭಿವೃದ್ಧಿಗೆ ಕೈಜೋಡಿಸಬೇಕು. ಸುದ್ದಿಗಳು ಸತ್ಯಕ್ಕೆ ಹತ್ತಿರವಾಗಿರಬೇಕು ಎಂದು ಹೇಳಿದರು. ಈ ಸಂದರ್ಭದಲ್ಲಿ ಹಿರಿಯ ಪತ್ರಕರ್ತರಿಗೆ ಸನ್ಮಾನಿಸಲಾಯಿತು. ಪ್ರೆಸ್ ಕ್ಲಬ್ ಅಧ್ಯಕ್ಷರು, ಪದಾಧಿಕಾರಿಗಳು ಉಪಸ್ಥಿತರಿದ್ದರು. (768, 1184, 930, 1263)
azim-byline: ಕನ್ನಡ ಜನಶ್ರೀ ಸುದ್ದಿ ಜಾಲ (340, 960, 414, 970)
issue-date: 17-05-2025 May (418, 8, 513, 23)
devi-headline: ದೇವಿಯರ ತೇರು ಎಳೆದು ಧನ್ಯರಾದ ಭಕ್ತರು (284, 571, 493, 589)
electric-headline-1: ಅಪಾಯಕ್ಕೆ ಆಹ್ವಾನವೀಯುವ (676, 212, 849, 234)
devi-column-d: ಗ್ರಾಮದ ಹಿರಿಯರು, ಯುವಕರು ಹಾಗೂ ಮಹಿಳೆಯರು ಜಾತ್ರೆಯ ಯಶಸ್ಸಿಗೆ ಶ್ರಮಿಸಿದರು. ಮೇ 21ರಂದು ಕುಸ್ತಿ ಪಂದ್ಯಾವಳಿ ಹಾಗೂ ಮೇ 22ರಂದು ಕಳಸ ಇಳಿಸುವ ಕಾರ್ಯಕ್ರಮದೊಂದಿಗೆ ಜಾತ್ರೆ ಸಂಪನ್ನಗೊಳ್ಳಲಿದೆ. ಪ್ರತಿ ವರ್ಷದಂತೆ ಈ ವರ್ಷವೂ ಜಾತ್ರೆ ಶಾಂತಿಯುತವಾಗಿ ನಡೆಯಲಿದೆ ಎಂದು ಜಾತ್ರಾ ಸಮಿತಿ ತಿಳಿಸಿದೆ. (544, 720, 666, 779)
cmyk-label-right: CMYK (772, 1494, 802, 1505)
footer-rule (10, 1436, 935, 1438)
